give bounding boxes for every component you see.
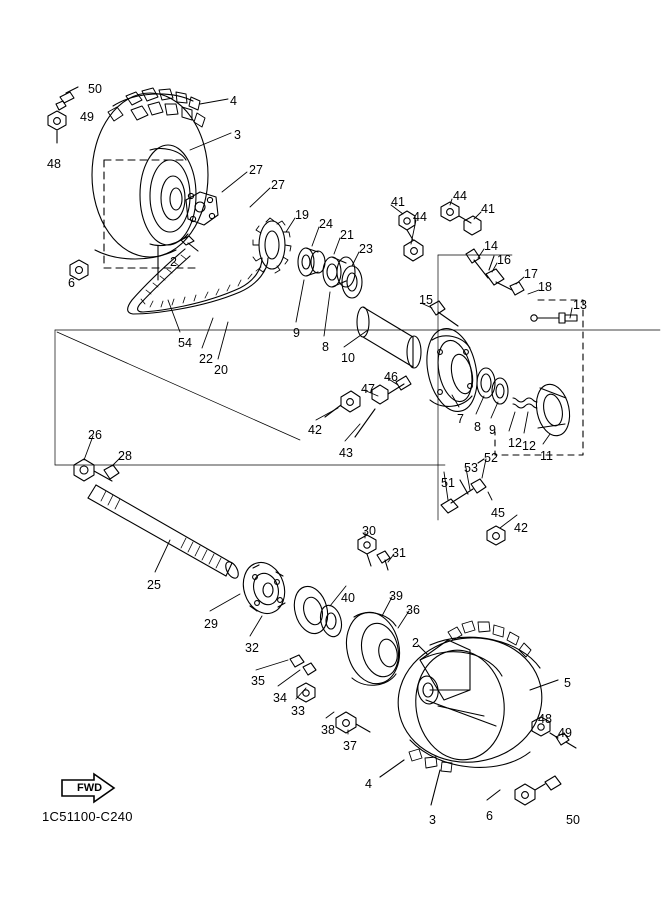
callout-number: 11 — [540, 449, 553, 463]
coupling-29-32 — [237, 557, 291, 619]
callout-number: 27 — [249, 163, 263, 177]
callout-number: 16 — [497, 253, 511, 267]
valve-assembly-upper-left — [48, 87, 78, 143]
callout-number: 40 — [341, 591, 355, 605]
callout-number: 28 — [118, 449, 132, 463]
callout-number: 36 — [406, 603, 420, 617]
callout-number: 35 — [251, 674, 265, 688]
callout-number: 5 — [564, 676, 571, 690]
callout-number: 4 — [365, 777, 372, 791]
brake-drum-36-39 — [340, 607, 406, 688]
callout-number: 41 — [481, 202, 495, 216]
callout-number: 27 — [271, 178, 285, 192]
stay-bracket-14-18 — [466, 249, 524, 295]
callout-number: 37 — [343, 739, 357, 753]
callout-number: 29 — [204, 617, 218, 631]
bolt-group-37-38 — [336, 712, 370, 733]
leader-6-lower — [487, 790, 500, 800]
callout-number: 33 — [291, 704, 305, 718]
callout-number: 21 — [340, 228, 354, 242]
sprocket-19 — [253, 218, 291, 273]
callout-number: 52 — [484, 451, 498, 465]
callout-number: 2 — [412, 636, 419, 650]
callout-number: 3 — [429, 813, 436, 827]
callout-number: 48 — [47, 157, 61, 171]
callout-number: 10 — [341, 351, 355, 365]
callout-number: 3 — [234, 128, 241, 142]
callout-number: 17 — [524, 267, 538, 281]
callout-number: 49 — [80, 110, 94, 124]
callout-number: 22 — [199, 352, 213, 366]
callout-number: 9 — [489, 423, 496, 437]
callout-number: 38 — [321, 723, 335, 737]
callout-number: 44 — [453, 189, 467, 203]
callout-number: 2 — [170, 255, 177, 269]
callout-number: 12 — [522, 439, 536, 453]
callout-number: 4 — [230, 94, 237, 108]
callout-number: 50 — [566, 813, 580, 827]
callout-number: 23 — [359, 242, 373, 256]
tire-upper-left — [92, 88, 218, 280]
callout-number: 43 — [339, 446, 353, 460]
bolt-15 — [430, 301, 458, 326]
callout-number: 44 — [413, 210, 427, 224]
drive-chain-54 — [128, 249, 268, 314]
bearing-stack-40 — [289, 583, 344, 702]
callout-number: 19 — [295, 208, 309, 222]
callout-number: 9 — [293, 326, 300, 340]
leader-4-lower — [380, 760, 404, 777]
callout-number: 6 — [486, 809, 493, 823]
callout-number: 8 — [474, 420, 481, 434]
callout-number: 48 — [538, 712, 552, 726]
callout-number: 49 — [558, 726, 572, 740]
callout-number: 32 — [245, 641, 259, 655]
callout-number: 26 — [88, 428, 102, 442]
callout-number: 7 — [457, 412, 464, 426]
callout-number: 45 — [491, 506, 505, 520]
bolt-group-30-31 — [358, 535, 390, 570]
callout-number: 13 — [573, 298, 587, 312]
callout-number: 8 — [322, 340, 329, 354]
callout-number: 25 — [147, 578, 161, 592]
callout-number: 15 — [419, 293, 433, 307]
axle-housing-10 — [357, 307, 421, 368]
callout-number: 12 — [508, 436, 522, 450]
callout-number: 14 — [484, 239, 498, 253]
callout-number: 39 — [389, 589, 403, 603]
callout-number: 42 — [514, 521, 528, 535]
callout-number: 30 — [362, 524, 376, 538]
callout-number: 6 — [68, 276, 75, 290]
leader-5 — [530, 680, 558, 690]
hub-bolt-2 — [181, 236, 198, 251]
callout-number: 51 — [441, 476, 455, 490]
callout-number: 41 — [391, 195, 405, 209]
fwd-label: FWD — [77, 782, 103, 794]
leaders-upper — [84, 99, 572, 734]
callout-number: 53 — [464, 461, 478, 475]
callout-number: 34 — [273, 691, 287, 705]
leader-2-lower — [418, 645, 428, 655]
callout-number: 42 — [308, 423, 322, 437]
drive-shaft-25 — [74, 459, 241, 580]
part-code: 1C51100-C240 — [42, 809, 133, 824]
callout-number: 18 — [538, 280, 552, 294]
collar-group-24-21-23 — [298, 248, 362, 298]
callout-number: 54 — [178, 336, 192, 350]
callout-number: 50 — [88, 82, 102, 96]
callout-number: 46 — [384, 370, 398, 384]
callout-number: 20 — [214, 363, 228, 377]
callout-number: 47 — [361, 382, 375, 396]
callout-number: 31 — [392, 546, 406, 560]
callout-number: 24 — [319, 217, 333, 231]
leader-3-lower — [431, 770, 440, 805]
